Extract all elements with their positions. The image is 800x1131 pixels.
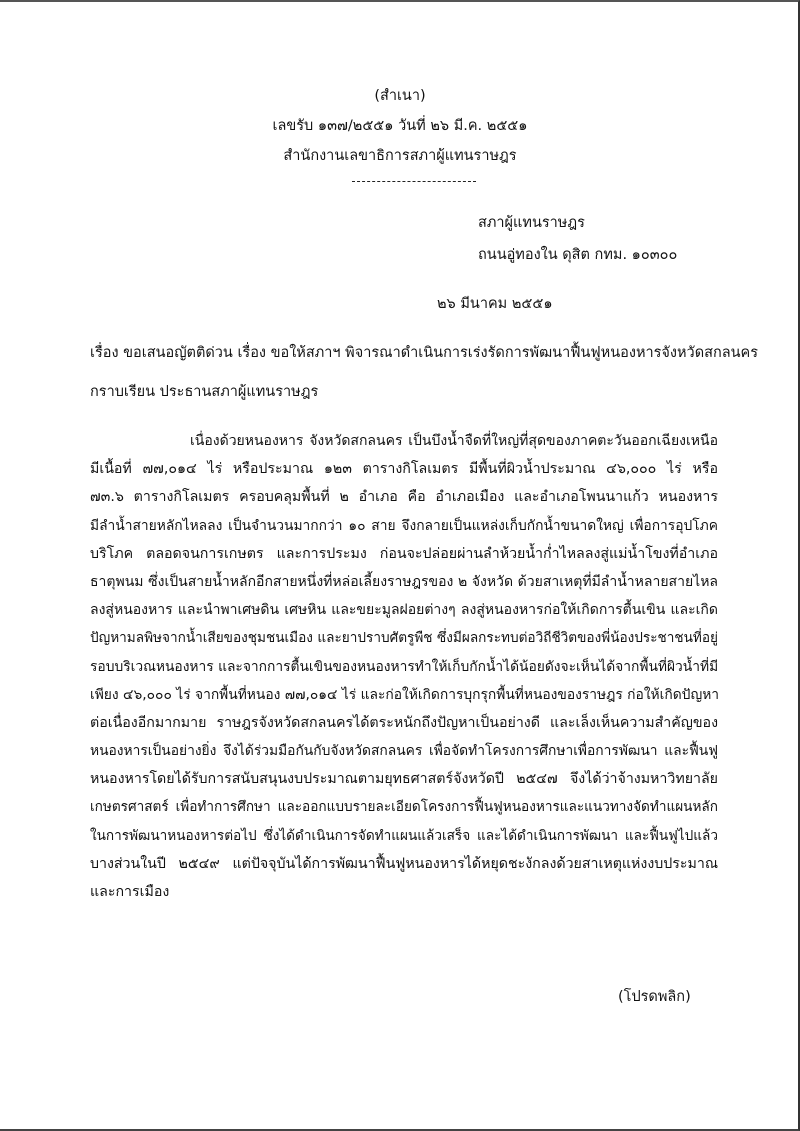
body-line: บริโภค ตลอดจนการเกษตร และการประมง ก่อนจะปล่อยผ่านลำห้วยน้ำก่ำไหลลงสู่แม่น้ำโขงที่อำเภอ <box>90 545 718 562</box>
body-line: มีลำน้ำสายหลักไหลลง เป็นจำนวนมากกว่า ๑๐ สาย จึงกลายเป็นแหล่งเก็บกักน้ำขนาดใหญ่ เพื่อการอุปโภค <box>90 517 718 534</box>
body-line: เนื่องด้วยหนองหาร จังหวัดสกลนคร เป็นบึงน้ำจืดที่ใหญ่ที่สุดของภาคตะวันออกเฉียงเหนือ <box>190 433 718 449</box>
body-line: ปัญหามลพิษจากน้ำเสียของชุมชนเมือง และยาปราบศัตรูพืช ซึ่งมีผลกระทบต่อวิถีชีวิตของพี่น้องประชาชนที่อยู่ <box>90 630 718 647</box>
body-line: บางส่วนในปี ๒๕๔๙ แต่ปัจจุบันได้การพัฒนาฟื้นฟูหนองหารได้หยุดชะงักลงด้วยสาเหตุแห่งงบประมาณ <box>90 855 718 872</box>
body-line: รอบบริเวณหนองหาร และจากการตื้นเขินของหนองหารทำให้เก็บกักน้ำได้น้อยดังจะเห็นได้จากพื้นที่ผิวน้ำที่มี <box>90 658 719 675</box>
copy-mark: (สำเนา) <box>374 88 426 104</box>
body-line: ในการพัฒนาหนองหารต่อไป ซึ่งได้ดำเนินการจัดทำแผนแล้วเสร็จ และได้ดำเนินการพัฒนา และฟื้นฟูไปแล้ว <box>90 827 718 844</box>
body-paragraph <box>90 427 718 906</box>
sender-name: สภาผู้แทนราษฎร <box>478 215 585 231</box>
receipt-line: เลขรับ ๑๓๗/๒๕๕๑ วันที่ ๒๖ มี.ค. ๒๕๕๑ <box>272 118 528 134</box>
body-line: เพียง ๔๖,๐๐๐ ไร่ จากพื้นที่หนอง ๗๗,๐๑๔ ไร่ และก่อให้เกิดการบุกรุกพื้นที่หนองของราษฎร ก่อให้เกิดปัญหา <box>90 686 720 703</box>
body-line: ๗๓.๖ ตารางกิโลเมตร ครอบคลุมพื้นที่ ๒ อำเภอ คือ อำเภอเมือง และอำเภอโพนนาแก้ว หนองหาร <box>90 489 718 506</box>
office-name: สำนักงานเลขาธิการสภาผู้แทนราษฎร <box>283 148 517 164</box>
body-line: เกษตรศาสตร์ เพื่อทำการศึกษา และออกแบบรายละเอียดโครงการฟื้นฟูหนองหารและแนวทางจัดทำแผนหลัก <box>90 799 718 816</box>
body-line: หนองหารโดยได้รับการสนับสนุนงบประมาณตามยุทธศาสตร์จังหวัดปี ๒๕๔๗ จึงได้ว่าจ้างมหาวิทยาลัย <box>90 771 718 788</box>
subject-line: เรื่อง ขอเสนอญัตติด่วน เรื่อง ขอให้สภาฯ พิจารณาดำเนินการเร่งรัดการพัฒนาฟื้นฟูหนองหารจังหวัดสกลนคร <box>90 345 759 361</box>
body-line: มีเนื้อที่ ๗๗,๐๑๔ ไร่ หรือประมาณ ๑๒๓ ตารางกิโลเมตร มีพื้นที่ผิวน้ำประมาณ ๔๖,๐๐๐ ไร่ หรือ <box>90 461 718 478</box>
salutation: กราบเรียน ประธานสภาผู้แทนราษฎร <box>90 384 319 400</box>
turn-over-note: (โปรดพลิก) <box>618 989 691 1005</box>
header-divider <box>352 181 476 182</box>
body-line: ต่อเนื่องอีกมากมาย ราษฎรจังหวัดสกลนครได้ตระหนักถึงปัญหาเป็นอย่างดี และเล็งเห็นความสำคัญของ <box>90 714 718 731</box>
body-line: และการเมือง <box>90 884 170 900</box>
body-line: ธาตุพนม ซึ่งเป็นสายน้ำหลักอีกสายหนึ่งที่หล่อเลี้ยงราษฎรของ ๒ จังหวัด ด้วยสาเหตุที่มีลำน้ำหลายสายไหล <box>90 573 718 590</box>
sender-address: ถนนอู่ทองใน ดุสิต กทม. ๑๐๓๐๐ <box>478 247 678 263</box>
body-line: หนองหารเป็นอย่างยิ่ง จึงได้ร่วมมือกันกับจังหวัดสกลนคร เพื่อจัดทำโครงการศึกษาเพื่อการพัฒนา และฟื้นฟู <box>90 743 718 760</box>
document-date: ๒๖ มีนาคม ๒๕๕๑ <box>437 296 553 312</box>
body-line: ลงสู่หนองหาร และนำพาเศษดิน เศษหิน และขยะมูลฝอยต่างๆ ลงสู่หนองหารก่อให้เกิดการตื้นเขิน และเกิด <box>90 602 718 619</box>
